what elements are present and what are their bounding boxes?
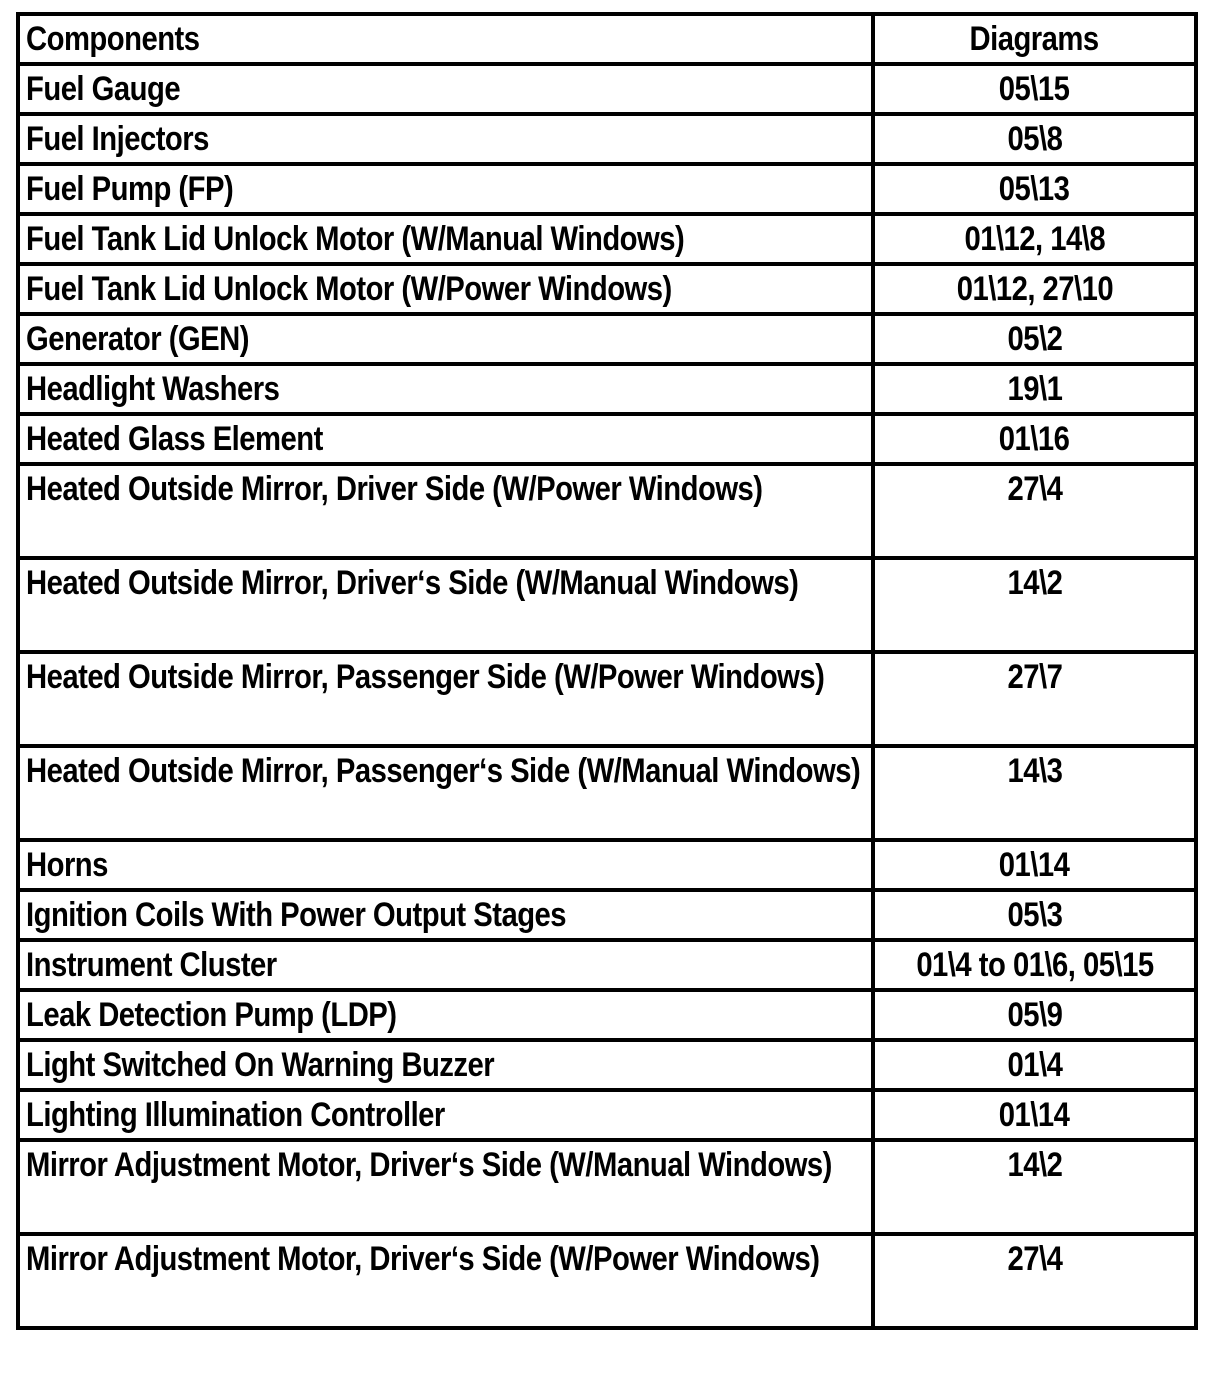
diagram-cell: 05\9 (873, 990, 1196, 1040)
component-cell: Instrument Cluster (18, 940, 873, 990)
table-row (18, 746, 1196, 840)
diagram-cell: 01\4 (873, 1040, 1196, 1090)
component-cell: Heated Outside Mirror, Driver Side (W/Power Windows) (18, 464, 873, 558)
diagram-cell: 01\12, 14\8 (873, 214, 1196, 264)
component-cell: Heated Outside Mirror, Passenger Side (W/Power Windows) (18, 652, 873, 746)
table-row (18, 114, 1196, 164)
component-cell: Horns (18, 840, 873, 890)
component-cell: Mirror Adjustment Motor, Driver‘s Side (W/Manual Windows) (18, 1140, 873, 1234)
table-row (18, 1140, 1196, 1234)
diagram-cell: 05\3 (873, 890, 1196, 940)
table-row (18, 890, 1196, 940)
table-row (18, 164, 1196, 214)
diagram-cell: 05\2 (873, 314, 1196, 364)
diagram-cell: 05\8 (873, 114, 1196, 164)
component-cell: Fuel Gauge (18, 64, 873, 114)
table-row (18, 840, 1196, 890)
header-components: Components (18, 14, 873, 64)
table-row (18, 940, 1196, 990)
diagram-cell: 14\2 (873, 558, 1196, 652)
diagram-cell: 14\2 (873, 1140, 1196, 1234)
table-row (18, 464, 1196, 558)
component-cell: Fuel Injectors (18, 114, 873, 164)
table-row (18, 414, 1196, 464)
diagram-cell: 27\4 (873, 464, 1196, 558)
table-row (18, 652, 1196, 746)
diagram-cell: 01\16 (873, 414, 1196, 464)
components-diagrams-table (16, 12, 1198, 1330)
table-row (18, 264, 1196, 314)
table-row (18, 364, 1196, 414)
table-row (18, 558, 1196, 652)
component-cell: Lighting Illumination Controller (18, 1090, 873, 1140)
component-cell: Fuel Pump (FP) (18, 164, 873, 214)
component-cell: Ignition Coils With Power Output Stages (18, 890, 873, 940)
component-cell: Leak Detection Pump (LDP) (18, 990, 873, 1040)
table-header-row (18, 14, 1196, 64)
component-cell: Mirror Adjustment Motor, Driver‘s Side (W/Power Windows) (18, 1234, 873, 1328)
table-row (18, 1234, 1196, 1328)
table-row (18, 64, 1196, 114)
component-cell: Heated Outside Mirror, Passenger‘s Side (W/Manual Windows) (18, 746, 873, 840)
diagram-cell: 01\14 (873, 1090, 1196, 1140)
component-cell: Fuel Tank Lid Unlock Motor (W/Manual Windows) (18, 214, 873, 264)
diagram-cell: 01\14 (873, 840, 1196, 890)
component-cell: Generator (GEN) (18, 314, 873, 364)
component-cell: Light Switched On Warning Buzzer (18, 1040, 873, 1090)
table-row (18, 214, 1196, 264)
diagram-cell: 14\3 (873, 746, 1196, 840)
diagram-cell: 19\1 (873, 364, 1196, 414)
component-cell: Fuel Tank Lid Unlock Motor (W/Power Windows) (18, 264, 873, 314)
component-cell: Headlight Washers (18, 364, 873, 414)
table-row (18, 1090, 1196, 1140)
component-cell: Heated Outside Mirror, Driver‘s Side (W/Manual Windows) (18, 558, 873, 652)
table-row (18, 990, 1196, 1040)
diagram-cell: 01\12, 27\10 (873, 264, 1196, 314)
diagram-cell: 01\4 to 01\6, 05\15 (873, 940, 1196, 990)
component-cell: Heated Glass Element (18, 414, 873, 464)
diagram-cell: 27\4 (873, 1234, 1196, 1328)
table-row (18, 314, 1196, 364)
diagram-cell: 27\7 (873, 652, 1196, 746)
table-row (18, 1040, 1196, 1090)
components-table-container (16, 12, 1194, 1330)
header-diagrams: Diagrams (873, 14, 1196, 64)
diagram-cell: 05\15 (873, 64, 1196, 114)
diagram-cell: 05\13 (873, 164, 1196, 214)
